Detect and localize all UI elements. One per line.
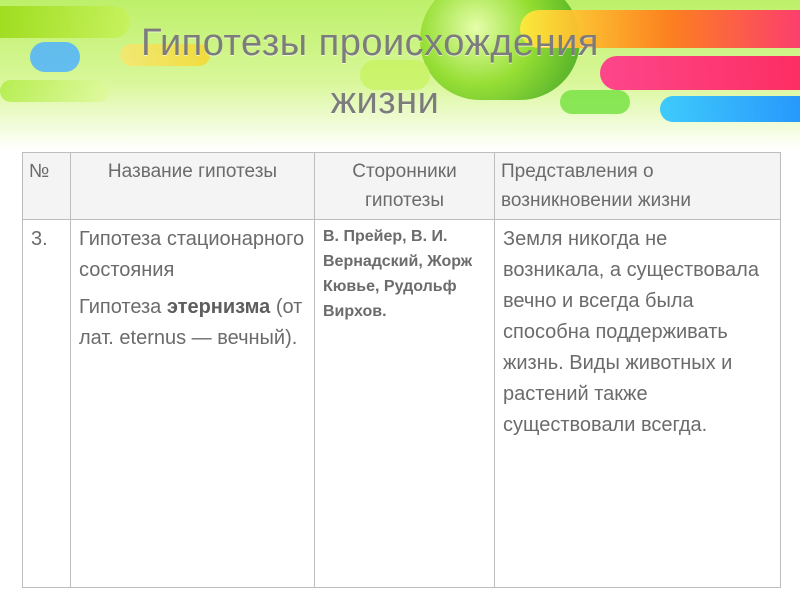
cell-name [71,220,315,588]
name-term: этернизма [166,296,271,318]
cell-supporters: В. Прейер, В. И. Вернадский, Жорж Кювье, Рудольф Вирхов. [315,220,495,588]
cell-number: 3. [23,220,71,588]
table-header-row [23,153,781,220]
name-paragraph-1: Гипотеза стационарного состояния [79,228,305,281]
cell-description: Земля никогда не возникала, а существовала вечно и всегда была способна поддерживать жизнь. Виды животных и растений также существовали всегда. [495,220,781,588]
slide-title [0,14,740,130]
table-row [23,220,781,588]
name-prefix: Гипотеза [79,296,167,318]
header-number: № [23,153,71,220]
header-supporters: Сторонники гипотезы [315,153,495,220]
title-line-2: жизни [330,80,440,122]
title-line-1: Гипотезы происхождения [141,22,599,64]
header-description: Представления о возникновении жизни [495,153,781,220]
header-name: Название гипотезы [71,153,315,220]
name-suffix: (от лат. eternus — вечный). [79,296,303,349]
name-paragraph-2 [79,292,306,354]
hypotheses-table [22,152,781,588]
